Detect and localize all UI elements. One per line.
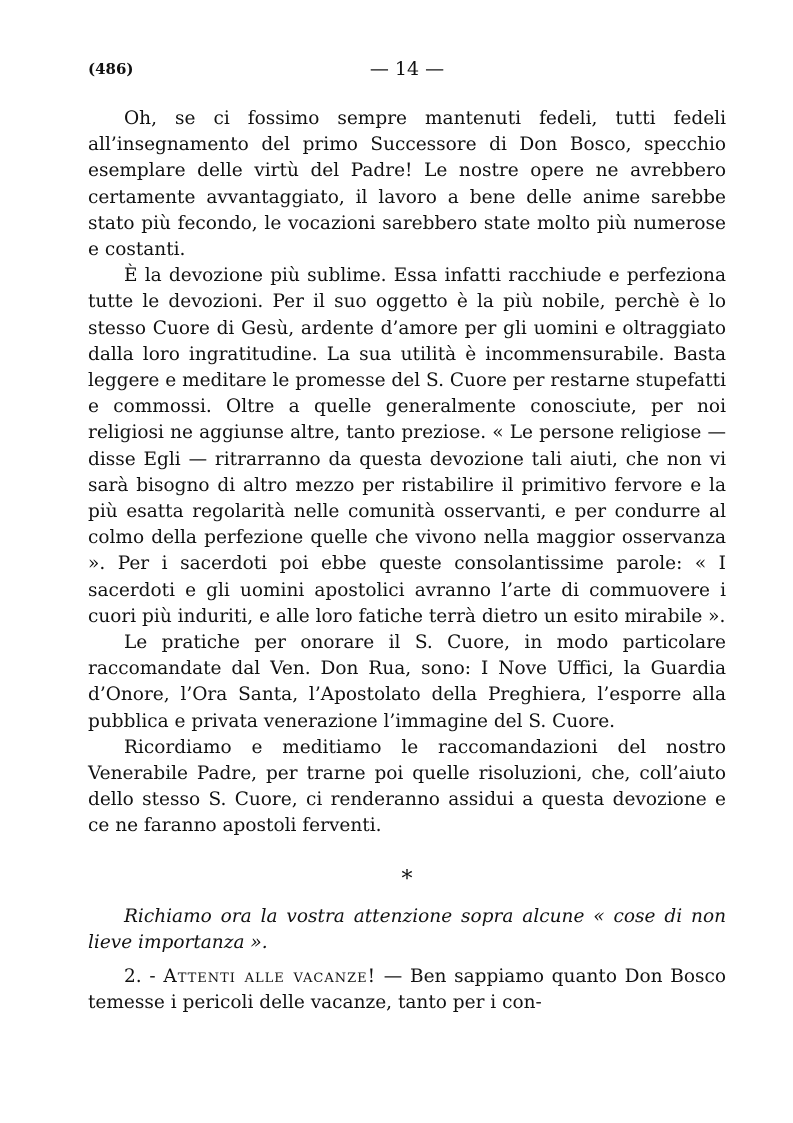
document-number: (486) xyxy=(88,60,134,78)
body-text xyxy=(88,106,726,1017)
paragraph: È la devozione più sublime. Essa infatti racchiude e perfeziona tutte le devozioni. Per il suo oggetto è la più nobile, perchè è lo stesso Cuore di Gesù, ardente d’amore per gli uomini e oltraggiato dalla loro ingratitudine. La sua utilità è incommensurabile. Basta leggere e meditare le promesse del S. Cuore per restarne stupefatti e commossi. Oltre a quelle generalmente conosciute, per noi religiosi ne aggiunse altre, tanto preziose. « Le persone religiose — disse Egli — ritrarranno da questa devozione tali aiuti, che non vi sarà bisogno di altro mezzo per ristabilire il primitivo fervore e la più esatta regolarità nelle comunità osservanti, e per condurre al colmo della perfezione quelle che vivono nella maggior osservanza ». Per i sacerdoti poi ebbe queste consolantissime parole: « I sacerdoti e gli uomini apostolici avranno l’arte di commuovere i cuori più induriti, e alle loro fatiche terrà dietro un esito mirabile ». xyxy=(88,265,726,627)
section-separator: * xyxy=(401,866,413,892)
section-paragraph xyxy=(88,964,726,1016)
paragraph: Ricordiamo e meditiamo le raccomandazioni del nostro Venerabile Padre, per trarne poi quelle risoluzioni, che, coll’aiuto dello stesso S. Cuore, ci renderanno assidui a questa devozione e ce ne faranno apostoli ferventi. xyxy=(88,736,726,837)
section-number: 2. - xyxy=(124,966,156,988)
page-header xyxy=(88,58,726,88)
paragraph: Le pratiche per onorare il S. Cuore, in modo particolare raccomandate dal Ven. Don Rua, sono: I Nove Uffici, la Guardia d’Onore, l’Ora Santa, l’Apostolato della Preghiera, l’esporre alla pubblica e privata venerazione l’immagine del S. Cuore. xyxy=(88,632,726,732)
page-number: — 14 — xyxy=(369,58,445,80)
section-heading: Attenti alle vacanze! xyxy=(163,966,377,988)
document-page xyxy=(88,58,726,1017)
paragraph: Oh, se ci fossimo sempre mantenuti fedeli, tutti fedeli all’insegnamento del primo Successore di Don Bosco, specchio esemplare delle virtù del Padre! Le nostre opere ne avrebbero certamente avvantaggiato, il lavoro a bene delle anime sarebbe stato più fecondo, le vocazioni sarebbero state molto più numerose e costanti. xyxy=(88,108,726,261)
section-text: — Ben sappiamo quanto Don Bosco temesse i pericoli delle vacanze, tanto per i con- xyxy=(88,966,726,1014)
italic-paragraph: Richiamo ora la vostra attenzione sopra alcune « cose di non lieve importanza ». xyxy=(88,905,726,953)
